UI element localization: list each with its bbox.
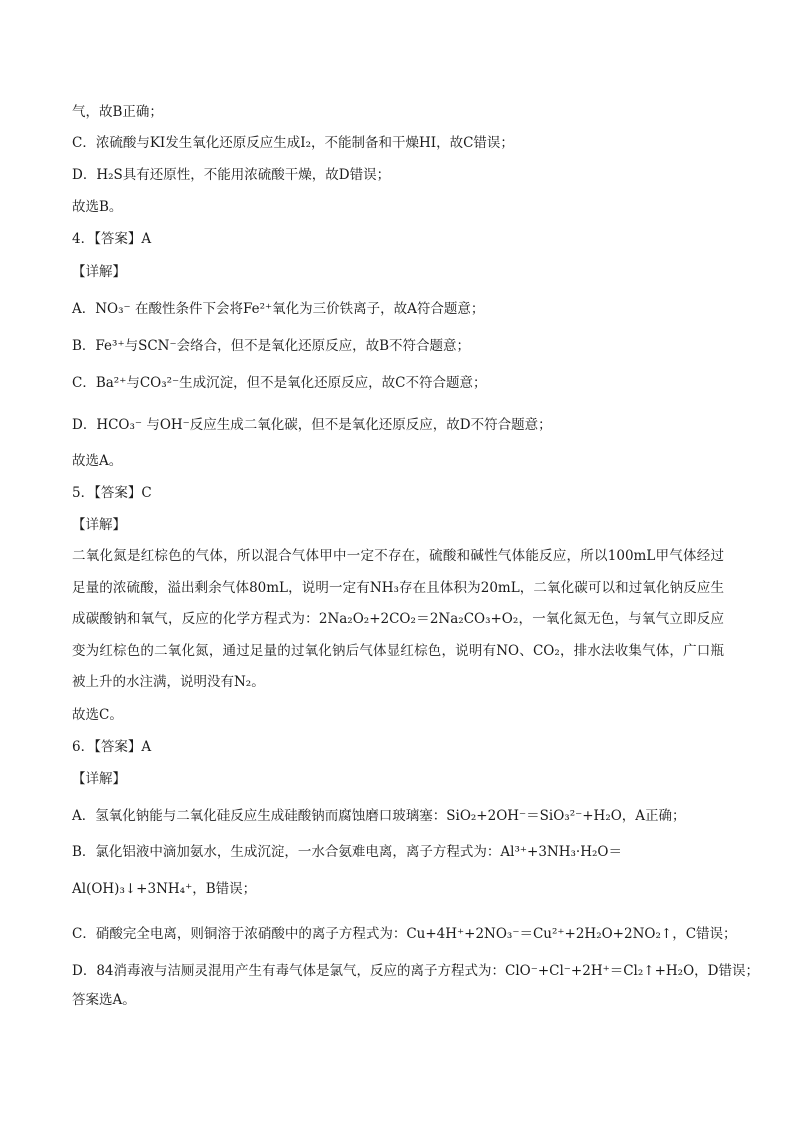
q6-option-c: C．硝酸完全电离，则铜溶于浓硝酸中的离子方程式为：Cu+4H⁺+2NO₃⁻＝Cu²⁺+2H₂O+2NO₂↑，C错误；: [72, 926, 737, 942]
q4-detail-heading: 【详解】: [72, 264, 126, 280]
q4-option-a: A．NO₃⁻ 在酸性条件下会将Fe²⁺氧化为三价铁离子，故A符合题意；: [72, 301, 485, 317]
q6-detail-heading: 【详解】: [72, 771, 126, 787]
q4-conclusion: 故选A。: [72, 453, 123, 469]
q6-option-b-line2: Al(OH)₃↓+3NH₄⁺，B错误；: [72, 881, 257, 897]
q3-option-b-tail: 气，故B正确；: [72, 104, 163, 120]
q5-explanation: 二氧化氮是红棕色的气体，所以混合气体甲中一定不存在，硫酸和碱性气体能反应，所以100mL甲气体经过足量的浓硫酸，溢出剩余气体80mL，说明一定有NH₃存在且体积为20mL，二氧化碳可以和过氧化钠反应生成碳酸钠和氧气，反应的化学方程式为：2Na₂O₂+2CO₂＝2Na₂CO₃+O₂，一氧化氮无色，与氧气立即反应变为红棕色的二氧化氮，通过足量的过氧化钠后气体显红棕色，说明有NO、CO₂，排水法收集气体，广口瓶被上升的水注满，说明没有N₂。: [72, 548, 724, 690]
q6-option-d: D．84消毒液与洁厕灵混用产生有毒气体是氯气，反应的离子方程式为：ClO⁻+Cl⁻+2H⁺＝Cl₂↑+H₂O，D错误；: [72, 963, 759, 979]
q4-option-c: C．Ba²⁺与CO₃²⁻生成沉淀，但不是氧化还原反应，故C不符合题意；: [72, 375, 487, 391]
q4-option-d: D．HCO₃⁻ 与OH⁻反应生成二氧化碳，但不是氧化还原反应，故D不符合题意；: [72, 417, 552, 433]
q6-option-a: A．氢氧化钠能与二氧化硅反应生成硅酸钠而腐蚀磨口玻璃塞：SiO₂+2OH⁻＝SiO₃²⁻+H₂O，A正确；: [72, 808, 686, 824]
q6-answer: 6．【答案】A: [72, 739, 152, 755]
q5-answer: 5．【答案】C: [72, 485, 152, 501]
q4-option-b: B．Fe³⁺与SCN⁻会络合，但不是氧化还原反应，故B不符合题意；: [72, 338, 471, 354]
q5-detail-heading: 【详解】: [72, 517, 126, 533]
q3-option-c: C．浓硫酸与KI发生氧化还原反应生成I₂，不能制备和干燥HI，故C错误；: [72, 135, 514, 151]
q3-option-d: D．H₂S具有还原性，不能用浓硫酸干燥，故D错误；: [72, 167, 391, 183]
q5-conclusion: 故选C。: [72, 707, 123, 723]
q4-answer: 4．【答案】A: [72, 231, 152, 247]
q3-conclusion: 故选B。: [72, 199, 123, 215]
q6-option-b-line1: B．氯化铝液中滴加氨水，生成沉淀，一水合氨难电离，离子方程式为：Al³⁺+3NH₃·H₂O＝: [72, 844, 622, 860]
q6-conclusion: 答案选A。: [72, 992, 136, 1008]
